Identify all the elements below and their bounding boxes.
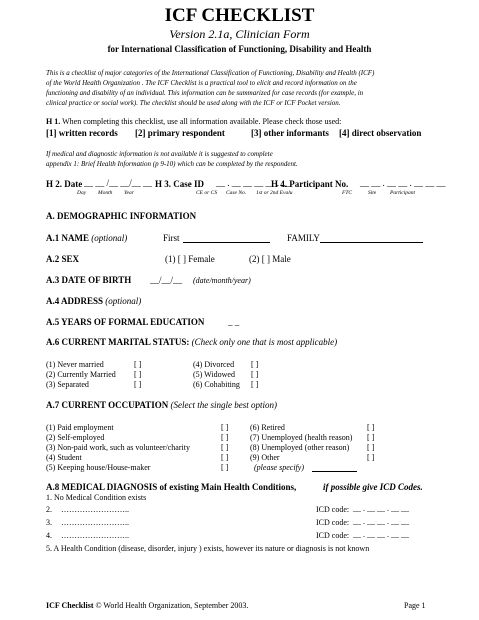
h1-option-3[interactable]: [3] other informants (251, 128, 329, 138)
sub-ftc: FTC (342, 190, 353, 196)
family-name-label: FAMILY (287, 233, 320, 243)
section-a-title: A. DEMOGRAPHIC INFORMATION (46, 211, 197, 221)
diagnosis-item-3-number: 3. (46, 518, 52, 527)
diagnosis-item-1[interactable]: 1. No Medical Condition exists (46, 493, 147, 502)
sub-caseno: Case No. (226, 190, 247, 196)
occupation-checkbox-2[interactable]: [ ] (221, 433, 229, 442)
first-name-field[interactable] (183, 242, 270, 243)
sub-participant: Participant (390, 190, 416, 196)
dob-hint: (date/month/year) (193, 276, 251, 285)
h2-date-label: H 2. Date (46, 179, 83, 189)
sex-label: A.2 SEX (46, 254, 80, 264)
occupation-checkbox-8[interactable]: [ ] (367, 443, 375, 452)
marital-checkbox-1[interactable]: [ ] (134, 360, 142, 369)
sub-site: Site (368, 190, 377, 196)
marital-checkbox-2[interactable]: [ ] (134, 370, 142, 379)
occupation-option-7: (7) Unemployed (health reason) (250, 433, 353, 442)
occupation-specify-field[interactable] (312, 471, 357, 472)
occupation-checkbox-4[interactable]: [ ] (221, 453, 229, 462)
occupation-option-8: (8) Unemployed (other reason) (250, 443, 350, 452)
h1-instruction (46, 117, 341, 126)
icd-code-label-4: ICD code: (316, 531, 350, 540)
occupation-option-6: (6) Retired (250, 423, 285, 432)
occupation-checkbox-3[interactable]: [ ] (221, 443, 229, 452)
marital-option-5: (5) Widowed (193, 370, 235, 379)
occupation-option-1: (1) Paid employment (46, 423, 114, 432)
marital-option-3: (3) Separated (46, 380, 89, 389)
name-row-label (46, 233, 127, 243)
h4-participant-field[interactable]: __ __ . __ __ . __ __ __ (360, 178, 446, 188)
first-name-label: First (163, 233, 180, 243)
sub-evalu: 1st or 2nd Evalu (256, 190, 293, 196)
diagnosis-item-4-number: 4. (46, 531, 52, 540)
icd-code-label-3: ICD code: (316, 518, 350, 527)
education-field[interactable]: _ _ (228, 317, 240, 327)
marital-hint: (Check only one that is most applicable) (191, 337, 338, 347)
marital-checkbox-3[interactable]: [ ] (134, 380, 142, 389)
occupation-option-9: (9) Other (250, 453, 280, 462)
intro-line-1: This is a checklist of major categories of the International Classification of Functioning, Disability and Health (ICF) (46, 69, 375, 77)
h4-participant-label: H 4. Participant No. (271, 179, 349, 189)
diagnosis-item-5[interactable]: 5. A Health Condition (disease, disorder, injury ) exists, however its nature or diagnosis is not known (46, 544, 370, 553)
education-label: A.5 YEARS OF FORMAL EDUCATION (46, 317, 205, 327)
marital-header (46, 337, 337, 347)
form-subtitle: for International Classification of Functioning, Disability and Health (107, 44, 372, 54)
marital-option-1: (1) Never married (46, 360, 104, 369)
marital-checkbox-4[interactable]: [ ] (251, 360, 259, 369)
occupation-hint: (Select the single best option) (170, 400, 277, 410)
marital-checkbox-5[interactable]: [ ] (251, 370, 259, 379)
marital-title: A.6 CURRENT MARITAL STATUS: (46, 337, 190, 347)
icd-code-label-2: ICD code: (316, 505, 350, 514)
occupation-checkbox-1[interactable]: [ ] (221, 423, 229, 432)
name-label: A.1 NAME (46, 233, 89, 243)
marital-option-4: (4) Divorced (193, 360, 235, 369)
address-label: A.4 ADDRESS (46, 296, 104, 306)
marital-option-6: (6) Cohabiting (193, 380, 240, 389)
icd-code-field-4[interactable]: __ . __ __ . __ __ (353, 530, 409, 539)
sex-female-option[interactable]: (1) [ ] Female (165, 254, 215, 264)
occupation-option-2: (2) Self-employed (46, 433, 105, 442)
marital-option-2: (2) Currently Married (46, 370, 116, 379)
sub-day: Day (77, 190, 87, 196)
occupation-checkbox-7[interactable]: [ ] (367, 433, 375, 442)
occupation-checkbox-6[interactable]: [ ] (367, 423, 375, 432)
diagnosis-item-2-number: 2. (46, 505, 52, 514)
diagnosis-item-3-field[interactable]: …………………….. (61, 518, 129, 527)
intro-line-4: clinical practice or social work). The checklist should be used along with the ICF or ICF Pocket version. (46, 99, 341, 107)
name-optional: (optional) (91, 233, 128, 243)
form-version: Version 2.1a, Clinician Form (169, 27, 310, 41)
h2-date-field[interactable]: __ __ /__ __/__ __ (84, 178, 153, 188)
icd-code-field-3[interactable]: __ . __ __ . __ __ (353, 517, 409, 526)
intro-line-2: of the World Health Organization . The ICF Checklist is a practical tool to elicit and record information on the (46, 79, 357, 87)
occupation-header (46, 400, 277, 410)
h1-label: H 1. (46, 117, 61, 126)
footer-copyright (46, 601, 248, 610)
occupation-option-3: (3) Non-paid work, such as volunteer/charity (46, 443, 190, 452)
h1-option-2[interactable]: [2] primary respondent (135, 128, 225, 138)
occupation-specify-hint: (please specify) (254, 463, 304, 472)
sex-male-option[interactable]: (2) [ ] Male (249, 254, 291, 264)
footer-checklist-name: ICF Checklist (46, 601, 94, 610)
form-title: ICF CHECKLIST (164, 5, 315, 26)
occupation-checkbox-9[interactable]: [ ] (367, 453, 375, 462)
note-line-2: appendix 1: Brief Health Information (p 9-10) which can be completed by the respondent. (46, 160, 298, 168)
h1-text: When completing this checklist, use all information available. Please check those used: (62, 117, 342, 126)
family-name-field[interactable] (320, 242, 423, 243)
occupation-option-5: (5) Keeping house/House-maker (46, 463, 151, 472)
dob-label: A.3 DATE OF BIRTH (46, 275, 132, 285)
address-optional: (optional) (105, 296, 142, 306)
occupation-option-4: (4) Student (46, 453, 82, 462)
marital-checkbox-6[interactable]: [ ] (251, 380, 259, 389)
h3-case-label: H 3. Case ID (155, 179, 204, 189)
diagnosis-hint: if possible give ICD Codes. (323, 482, 423, 492)
sub-month: Month (98, 190, 113, 196)
page-number: Page 1 (404, 601, 426, 610)
dob-field[interactable]: __/__/__ (150, 275, 183, 285)
diagnosis-item-4-field[interactable]: …………………….. (61, 531, 129, 540)
footer-copyright-text: © World Health Organization, September 2003. (95, 601, 249, 610)
icd-code-field-2[interactable]: __ . __ __ . __ __ (353, 504, 409, 513)
address-row-label (46, 296, 141, 306)
occupation-checkbox-5[interactable]: [ ] (221, 463, 229, 472)
diagnosis-item-2-field[interactable]: …………………….. (61, 505, 129, 514)
intro-line-3: functioning and disability of an individual. This information can be summarized for case records (for example, in (46, 89, 364, 97)
occupation-title: A.7 CURRENT OCCUPATION (46, 400, 169, 410)
h1-option-1[interactable]: [1] written records (46, 128, 118, 138)
sub-year: Year (124, 190, 134, 196)
h3-case-field[interactable]: __ . __ __ __ __ . __ (216, 178, 291, 188)
sub-ce: CE or CS (196, 190, 218, 196)
h1-option-4[interactable]: [4] direct observation (339, 128, 422, 138)
note-line-1: If medical and diagnostic information is not available it is suggested to complete (46, 150, 273, 158)
diagnosis-title: A.8 MEDICAL DIAGNOSIS of existing Main Health Conditions, (46, 482, 297, 492)
